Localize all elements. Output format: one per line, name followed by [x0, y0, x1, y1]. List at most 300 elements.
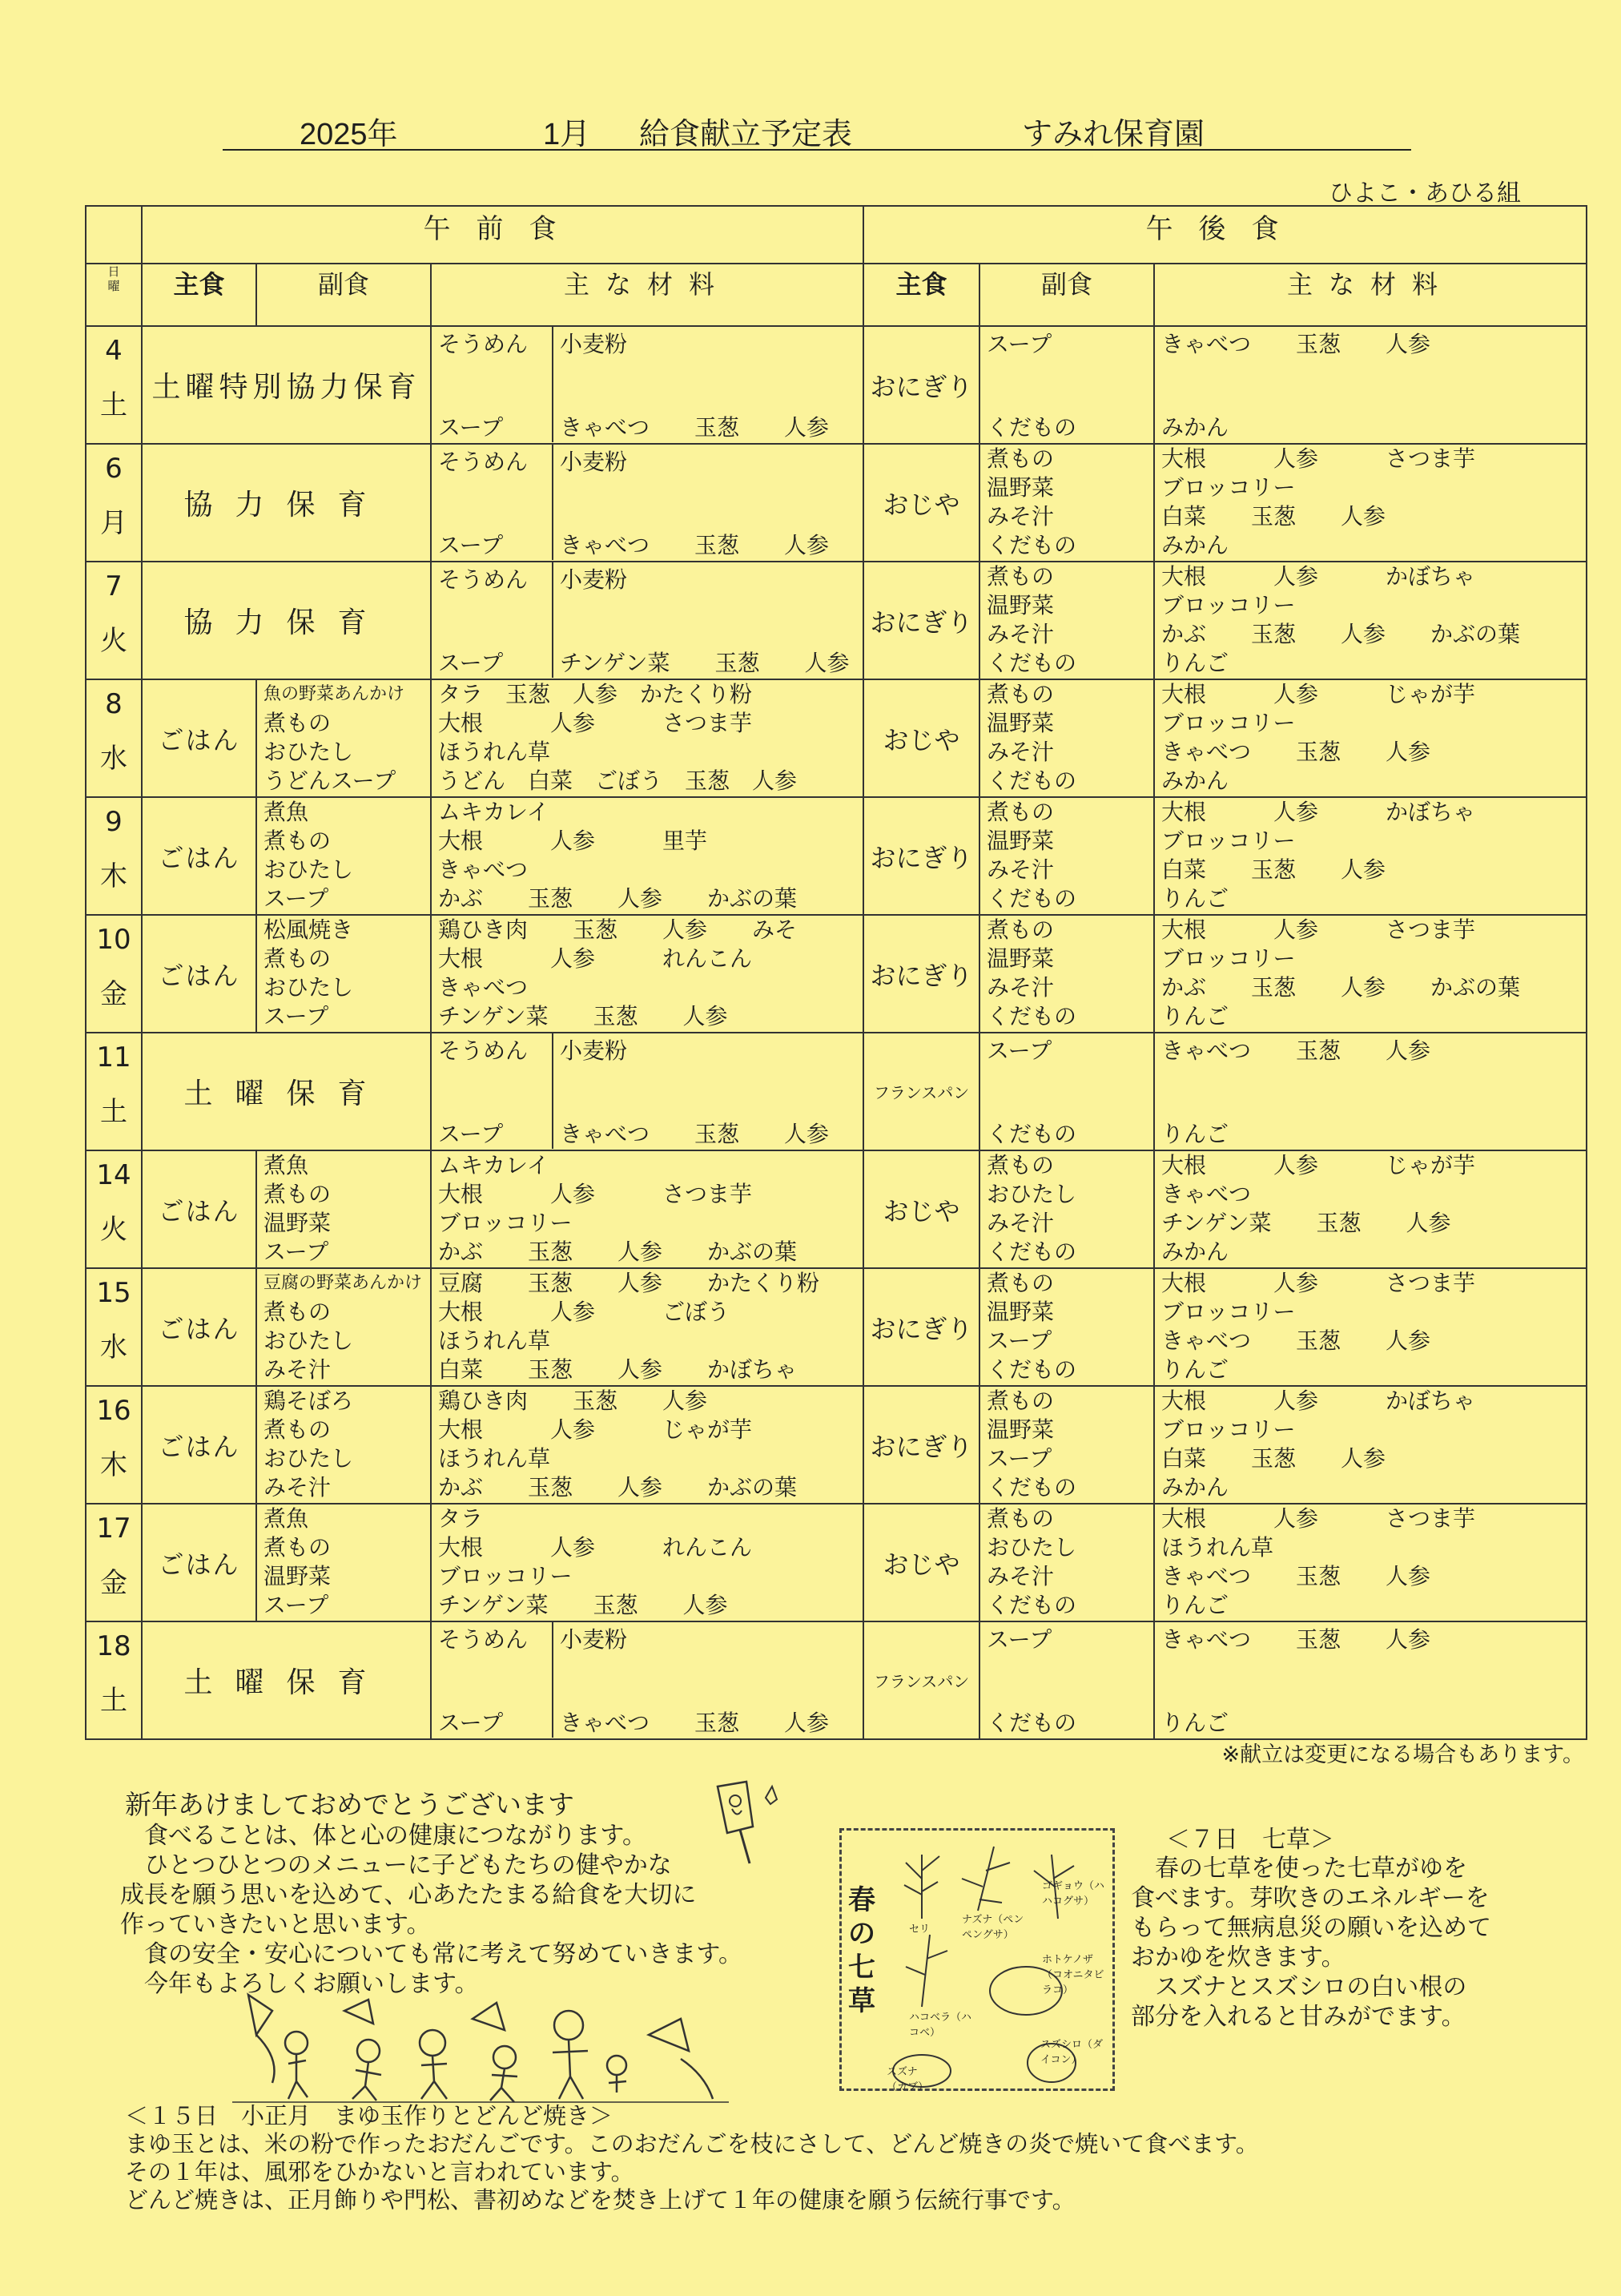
pm-side-item: くだもの	[987, 1239, 1077, 1265]
pm-side-item: おひたし	[987, 1181, 1077, 1207]
pm-ingredient-line: みかん	[1161, 532, 1229, 558]
am-ingredient-line: チンゲン菜 玉葱 人参	[438, 1592, 728, 1618]
am-staple: ごはん	[142, 1268, 256, 1386]
am-meal-header: 午前食	[142, 206, 863, 264]
date-cell	[86, 1621, 142, 1739]
date-cell	[86, 1504, 142, 1621]
am-ingredients	[431, 444, 863, 562]
am-side-item: 温野菜	[263, 1210, 332, 1236]
plant-label: スズシロ（ダイコン）	[1040, 2039, 1104, 2066]
pm-ingredient-line: りんご	[1161, 1710, 1229, 1736]
pm-ingredients	[1154, 797, 1587, 915]
pm-staple: フランスパン	[863, 1033, 979, 1150]
day-number: 10	[96, 924, 131, 956]
am-ingredient-line: ほうれん草	[438, 1445, 551, 1472]
am-side-item: おひたし	[263, 739, 354, 765]
am-ingredient-line: かぶ 玉葱 人参 かぶの葉	[438, 1474, 798, 1500]
am-side-item: おひたし	[263, 1445, 354, 1472]
pm-ingredient-line: みかん	[1161, 1239, 1229, 1265]
menu-row	[86, 1150, 1587, 1268]
pm-ingredient-line: 大根 人参 さつま芋	[1161, 1270, 1476, 1296]
am-ingredient-line: ブロッコリー	[438, 1563, 573, 1589]
pm-side-item: 温野菜	[987, 710, 1055, 736]
am-special-label: 協力保育	[142, 562, 431, 679]
weekday: 水	[100, 1331, 127, 1364]
children-kite-illustration-icon	[232, 1987, 729, 2107]
pm-side-dishes	[979, 1150, 1154, 1268]
am-side-item: スープ	[438, 414, 504, 441]
pm-ingredient-line: ブロッコリー	[1161, 1299, 1296, 1325]
pm-side-dishes	[979, 1386, 1154, 1504]
am-side-item: 煮もの	[263, 1416, 332, 1443]
pm-side-dishes	[979, 915, 1154, 1033]
haru-no-nanakusa-illustration	[839, 1828, 1115, 2091]
pm-ingredients-header: 主な材料	[1154, 264, 1587, 326]
pm-side-dishes	[979, 1268, 1154, 1386]
pm-ingredient-line: きゃべつ 玉葱 人参	[1161, 1327, 1431, 1354]
pm-ingredient-line: きゃべつ 玉葱 人参	[1161, 331, 1431, 357]
day-weekday-header: 日 曜	[86, 264, 142, 326]
am-ingredient-line: 大根 人参 れんこん	[438, 1534, 753, 1561]
pm-ingredient-line: 白菜 玉葱 人参	[1161, 503, 1386, 530]
pm-ingredient-line: きゃべつ 玉葱 人参	[1161, 1626, 1431, 1653]
greeting-line: 成長を願う思いを込めて、心あたたまる給食を大切に	[120, 1881, 697, 1909]
pm-side-item: スープ	[987, 1445, 1052, 1472]
date-cell	[86, 1386, 142, 1504]
pm-ingredient-line: ブロッコリー	[1161, 474, 1296, 501]
am-ingredients	[431, 1621, 863, 1739]
am-side-item: そうめん	[438, 566, 529, 593]
date-cell	[86, 915, 142, 1033]
nanakusa-text	[1131, 1854, 1491, 2032]
pm-side-item: 煮もの	[987, 1270, 1055, 1296]
pm-side-item: くだもの	[987, 1121, 1077, 1147]
nanakusa-line: 部分を入れると甘みがでます。	[1131, 2003, 1466, 2031]
pm-side-item: 温野菜	[987, 1299, 1055, 1325]
am-staple: ごはん	[142, 915, 256, 1033]
pm-side-item: くだもの	[987, 1710, 1077, 1736]
am-side-dishes	[256, 797, 431, 915]
pm-side-item: おひたし	[987, 1534, 1077, 1561]
pm-staple: おにぎり	[863, 915, 979, 1033]
pm-side-item: 温野菜	[987, 1416, 1055, 1443]
pm-ingredient-line: みかん	[1161, 767, 1229, 794]
am-ingredients	[431, 562, 863, 679]
pm-staple: おにぎり	[863, 326, 979, 444]
am-special-label: 協力保育	[142, 444, 431, 562]
am-ingredient-line: 大根 人参 里芋	[438, 828, 708, 854]
menu-row	[86, 797, 1587, 915]
am-ingredient-line: 小麦粉	[560, 566, 628, 593]
pm-ingredient-line: 白菜 玉葱 人参	[1161, 1445, 1386, 1472]
am-ingredient-line: きゃべつ 玉葱 人参	[560, 1710, 830, 1736]
pm-ingredient-line: りんご	[1161, 1121, 1229, 1147]
am-staple: ごはん	[142, 1504, 256, 1621]
nanakusa-line: おかゆを炊きます。	[1131, 1944, 1345, 1972]
pm-side-item: くだもの	[987, 650, 1077, 676]
weekday: 火	[100, 625, 127, 657]
pm-ingredient-line: チンゲン菜 玉葱 人参	[1161, 1210, 1451, 1236]
pm-side-item: 煮もの	[987, 445, 1055, 472]
pm-ingredient-line: りんご	[1161, 885, 1229, 912]
am-side-item: うどんスープ	[263, 767, 396, 794]
weekday: 木	[100, 860, 127, 892]
am-side-dishes	[256, 1150, 431, 1268]
am-side-item: スープ	[438, 532, 504, 558]
am-ingredient-line: 鶏ひき肉 玉葱 人参	[438, 1388, 708, 1414]
am-ingredient-line: 大根 人参 ごぼう	[438, 1299, 730, 1325]
pm-side-dishes	[979, 444, 1154, 562]
am-ingredient-line: 大根 人参 さつま芋	[438, 1181, 753, 1207]
plant-label: セリ	[909, 1923, 931, 1935]
pm-staple: おじや	[863, 444, 979, 562]
pm-side-item: みそ汁	[987, 739, 1055, 765]
pm-side-item: みそ汁	[987, 1210, 1055, 1236]
pm-side-item: みそ汁	[987, 503, 1055, 530]
am-ingredients	[431, 797, 863, 915]
am-staple-header: 主食	[142, 264, 256, 326]
am-side-item: そうめん	[438, 1626, 529, 1653]
menu-row	[86, 1621, 1587, 1739]
menu-row	[86, 1504, 1587, 1621]
pm-side-item: みそ汁	[987, 1563, 1055, 1589]
am-ingredient-line: かぶ 玉葱 人参 かぶの葉	[438, 1239, 798, 1265]
pm-side-item: くだもの	[987, 885, 1077, 912]
pm-side-item: スープ	[987, 1327, 1052, 1354]
am-ingredient-line: きゃべつ	[438, 974, 529, 1001]
am-ingredients	[431, 1504, 863, 1621]
am-side-item: 煮魚	[263, 1505, 309, 1532]
am-side-item: みそ汁	[263, 1356, 332, 1383]
day-number: 7	[105, 570, 123, 602]
greeting-line: 今年もよろしくお願いします。	[120, 1970, 479, 1998]
pm-ingredient-line: ブロッコリー	[1161, 828, 1296, 854]
date-cell	[86, 797, 142, 915]
pm-ingredients	[1154, 1268, 1587, 1386]
menu-row	[86, 326, 1587, 444]
document-title: 給食献立予定表	[639, 118, 853, 151]
pm-ingredients	[1154, 326, 1587, 444]
am-staple: ごはん	[142, 679, 256, 797]
weekday: 金	[100, 1567, 127, 1599]
greeting-line: 作っていきたいと思います。	[120, 1911, 431, 1939]
am-ingredient-line: タラ 玉葱 人参 かたくり粉	[438, 681, 753, 707]
am-special-label: 土曜特別協力保育	[142, 326, 431, 444]
am-ingredients	[431, 1150, 863, 1268]
am-ingredient-line: 白菜 玉葱 人参 かぼちゃ	[438, 1356, 798, 1383]
pm-side-item: 煮もの	[987, 563, 1055, 590]
am-ingredients	[431, 1386, 863, 1504]
am-side-item: そうめん	[438, 1037, 529, 1064]
pm-ingredient-line: 大根 人参 さつま芋	[1161, 1505, 1476, 1532]
pm-side-item: 煮もの	[987, 1388, 1055, 1414]
am-staple: ごはん	[142, 1150, 256, 1268]
header-blank	[86, 206, 142, 264]
day-number: 18	[96, 1630, 131, 1662]
pm-ingredients	[1154, 679, 1587, 797]
am-side-item: 煮もの	[263, 945, 332, 972]
am-ingredient-line: 大根 人参 じゃが芋	[438, 1416, 753, 1443]
day-number: 11	[96, 1041, 131, 1073]
am-ingredient-line: かぶ 玉葱 人参 かぶの葉	[438, 885, 798, 912]
am-side-item: 温野菜	[263, 1563, 332, 1589]
pm-staple: おにぎり	[863, 1386, 979, 1504]
am-ingredients	[431, 1268, 863, 1386]
weekday: 木	[100, 1449, 127, 1481]
am-side-item: 煮魚	[263, 1152, 309, 1178]
pm-side-dishes	[979, 1033, 1154, 1150]
greeting-line: 食べることは、体と心の健康につながります。	[120, 1822, 646, 1850]
am-ingredients	[431, 326, 863, 444]
pm-side-item: 煮もの	[987, 681, 1055, 707]
am-side-dishes	[256, 1268, 431, 1386]
date-cell	[86, 1033, 142, 1150]
pm-ingredient-line: ブロッコリー	[1161, 945, 1296, 972]
am-side-item: そうめん	[438, 331, 529, 357]
day-number: 8	[105, 688, 123, 720]
am-staple: ごはん	[142, 1386, 256, 1504]
pm-side-item: 温野菜	[987, 828, 1055, 854]
pm-ingredient-line: 大根 人参 さつま芋	[1161, 445, 1476, 472]
pm-ingredient-line: 大根 人参 じゃが芋	[1161, 1152, 1476, 1178]
pm-ingredient-line: みかん	[1161, 1474, 1229, 1500]
pm-side-item: みそ汁	[987, 974, 1055, 1001]
pm-side-item: 温野菜	[987, 474, 1055, 501]
am-staple: ごはん	[142, 797, 256, 915]
weekday: 土	[100, 1685, 127, 1717]
am-ingredient-line: きゃべつ	[438, 856, 529, 883]
nanakusa-line: 食べます。芽吹きのエネルギーを	[1131, 1884, 1490, 1912]
pm-staple: おにぎり	[863, 1268, 979, 1386]
am-side-item: おひたし	[263, 1327, 354, 1354]
pm-side-item: 煮もの	[987, 916, 1055, 943]
day-number: 15	[96, 1277, 131, 1309]
date-cell	[86, 562, 142, 679]
pm-ingredients	[1154, 562, 1587, 679]
am-ingredient-line: きゃべつ 玉葱 人参	[560, 532, 830, 558]
menu-row	[86, 1268, 1587, 1386]
am-ingredient-line: 小麦粉	[560, 1626, 628, 1653]
pm-staple: おじや	[863, 1150, 979, 1268]
am-side-item: 煮もの	[263, 1534, 332, 1561]
pm-staple: おにぎり	[863, 797, 979, 915]
school-name: すみれ保育園	[1022, 118, 1205, 151]
koshogatsu-line: まゆ玉とは、米の粉で作ったおだんごです。このおだんごを枝にさして、どんど焼きの炎で焼いて食べます。	[125, 2130, 1259, 2157]
pm-ingredient-line: 白菜 玉葱 人参	[1161, 856, 1386, 883]
pm-side-item: くだもの	[987, 414, 1077, 441]
weekday: 火	[100, 1214, 127, 1246]
change-note: ※献立は変更になる場合もあります。	[1221, 1742, 1584, 1767]
am-ingredient-line: ムキカレイ	[438, 799, 549, 825]
pm-staple: フランスパン	[863, 1621, 979, 1739]
pm-side-item: くだもの	[987, 1356, 1077, 1383]
pm-ingredients	[1154, 444, 1587, 562]
menu-row	[86, 679, 1587, 797]
am-side-item: おひたし	[263, 856, 354, 883]
day-number: 4	[105, 335, 123, 367]
weekday: 金	[100, 978, 127, 1010]
greeting-line: ひとつひとつのメニューに子どもたちの健やかな	[120, 1851, 672, 1879]
am-side-item: スープ	[438, 1710, 504, 1736]
pm-ingredient-line: ほうれん草	[1161, 1534, 1274, 1561]
pm-ingredient-line: 大根 人参 かぼちゃ	[1161, 563, 1476, 590]
pm-ingredients	[1154, 1386, 1587, 1504]
pm-meal-header: 午後食	[863, 206, 1587, 264]
plant-label: スズナ（カブ）	[887, 2066, 929, 2093]
pm-side-dishes	[979, 679, 1154, 797]
am-side-item: 鶏そぼろ	[263, 1388, 354, 1414]
pm-ingredient-line: きゃべつ	[1161, 1181, 1252, 1207]
am-ingredient-line: 小麦粉	[560, 449, 628, 475]
nanakusa-line: スズナとスズシロの白い根の	[1131, 1973, 1467, 2001]
am-ingredient-line: チンゲン菜 玉葱 人参	[560, 650, 850, 676]
am-side-item: 煮もの	[263, 1181, 332, 1207]
am-special-label: 土曜保育	[142, 1621, 431, 1739]
am-side-item: そうめん	[438, 449, 529, 475]
am-ingredient-line: 小麦粉	[560, 331, 628, 357]
pm-side-item: 煮もの	[987, 799, 1055, 825]
am-ingredient-line: きゃべつ 玉葱 人参	[560, 1121, 830, 1147]
am-ingredient-line: タラ	[438, 1505, 484, 1532]
pm-side-item: みそ汁	[987, 856, 1055, 883]
pm-side-item: くだもの	[987, 1474, 1077, 1500]
menu-row	[86, 1033, 1587, 1150]
year: 2025年	[300, 118, 398, 151]
am-side-item: スープ	[263, 1239, 329, 1265]
pm-side-item: 煮もの	[987, 1505, 1055, 1532]
document-title-row	[223, 106, 1411, 151]
pm-ingredient-line: りんご	[1161, 1356, 1229, 1383]
pm-side-item: みそ汁	[987, 621, 1055, 647]
am-side-header: 副食	[256, 264, 431, 326]
am-side-item: スープ	[438, 650, 504, 676]
pm-ingredient-line: かぶ 玉葱 人参 かぶの葉	[1161, 974, 1521, 1001]
pm-ingredients	[1154, 1504, 1587, 1621]
am-ingredient-line: うどん 白菜 ごぼう 玉葱 人参	[438, 767, 798, 794]
pm-side-item: スープ	[987, 1037, 1052, 1064]
am-ingredient-line: 大根 人参 さつま芋	[438, 710, 753, 736]
day-number: 17	[96, 1513, 131, 1545]
pm-ingredient-line: りんご	[1161, 1592, 1229, 1618]
nanakusa-line: もらって無病息災の願いを込めて	[1131, 1914, 1491, 1942]
am-ingredient-line: 小麦粉	[560, 1037, 628, 1064]
am-ingredients-header: 主な材料	[431, 264, 863, 326]
weekday: 水	[100, 743, 127, 775]
koshogatsu-line: どんど焼きは、正月飾りや門松、書初めなどを焚き上げて１年の健康を願う伝統行事です。	[125, 2186, 1076, 2213]
am-side-item: スープ	[263, 885, 329, 912]
pm-ingredient-line: みかん	[1161, 414, 1229, 441]
pm-staple: おじや	[863, 1504, 979, 1621]
am-side-item: スープ	[438, 1121, 504, 1147]
greeting-line: 食の安全・安心についても常に考えて努めていきます。	[120, 1940, 742, 1968]
month: 1月	[543, 118, 591, 151]
pm-side-item: 温野菜	[987, 592, 1055, 618]
greeting-title: 新年あけましておめでとうございます	[125, 1789, 574, 1820]
pm-ingredient-line: ブロッコリー	[1161, 592, 1296, 618]
am-ingredient-line: チンゲン菜 玉葱 人参	[438, 1003, 728, 1029]
nanakusa-line: 春の七草を使った七草がゆを	[1131, 1855, 1467, 1883]
pm-side-item: 温野菜	[987, 945, 1055, 972]
plant-label: ハコベラ（ハコベ）	[909, 2012, 972, 2039]
am-ingredient-line: ブロッコリー	[438, 1210, 573, 1236]
pm-ingredient-line: ブロッコリー	[1161, 1416, 1296, 1443]
pm-ingredient-line: りんご	[1161, 650, 1229, 676]
pm-ingredient-line: きゃべつ 玉葱 人参	[1161, 739, 1431, 765]
koshogatsu-line: その１年は、風邪をひかないと言われています。	[125, 2158, 634, 2185]
koshogatsu-title: ＜１５日 小正月 まゆ玉作りとどんど焼き＞	[125, 2102, 613, 2129]
weekday: 土	[100, 1096, 127, 1128]
pm-staple: おじや	[863, 679, 979, 797]
date-cell	[86, 326, 142, 444]
day-number: 6	[105, 453, 123, 485]
day-number: 16	[96, 1395, 131, 1427]
new-year-greeting	[120, 1790, 761, 1999]
pm-side-item: くだもの	[987, 1003, 1077, 1029]
date-cell	[86, 1268, 142, 1386]
am-side-item: 煮もの	[263, 1299, 332, 1325]
pm-side-dishes	[979, 797, 1154, 915]
menu-row	[86, 444, 1587, 562]
am-ingredients	[431, 915, 863, 1033]
weekday: 土	[100, 389, 127, 421]
menu-row	[86, 1386, 1587, 1504]
pm-ingredient-line: 大根 人参 さつま芋	[1161, 916, 1476, 943]
plant-label: ナズナ（ペンペングサ）	[962, 1914, 1024, 1941]
plant-label: ホトケノザ（コオニタビラコ）	[1042, 1954, 1104, 1996]
am-ingredients	[431, 1033, 863, 1150]
pm-ingredient-line: きゃべつ 玉葱 人参	[1161, 1563, 1431, 1589]
date-cell	[86, 1150, 142, 1268]
am-side-item: みそ汁	[263, 1474, 332, 1500]
am-ingredient-line: ムキカレイ	[438, 1152, 549, 1178]
pm-side-dishes	[979, 562, 1154, 679]
am-side-item: スープ	[263, 1003, 329, 1029]
pm-side-item: スープ	[987, 331, 1052, 357]
am-ingredient-line: ほうれん草	[438, 1327, 551, 1354]
am-side-item: スープ	[263, 1592, 329, 1618]
pm-ingredient-line: 大根 人参 じゃが芋	[1161, 681, 1476, 707]
am-side-dishes	[256, 1386, 431, 1504]
pm-ingredients	[1154, 1621, 1587, 1739]
am-side-item: 煮もの	[263, 828, 332, 854]
weekday: 月	[100, 507, 127, 539]
pm-side-header: 副食	[979, 264, 1154, 326]
pm-side-item: スープ	[987, 1626, 1052, 1653]
menu-row	[86, 562, 1587, 679]
menu-row	[86, 915, 1587, 1033]
pm-ingredient-line: かぶ 玉葱 人参 かぶの葉	[1161, 621, 1521, 647]
pm-ingredient-line: きゃべつ 玉葱 人参	[1161, 1037, 1431, 1064]
pm-ingredients	[1154, 915, 1587, 1033]
am-ingredient-line: 大根 人参 れんこん	[438, 945, 753, 972]
pm-ingredients	[1154, 1033, 1587, 1150]
am-side-dishes	[256, 915, 431, 1033]
day-number: 14	[96, 1159, 131, 1191]
date-cell	[86, 444, 142, 562]
pm-staple: おにぎり	[863, 562, 979, 679]
illustration-title: 春の七草	[848, 1884, 875, 2017]
am-side-dishes	[256, 1504, 431, 1621]
am-ingredient-line: ほうれん草	[438, 739, 551, 765]
pm-side-item: くだもの	[987, 1592, 1077, 1618]
pm-side-dishes	[979, 1621, 1154, 1739]
day-number: 9	[105, 806, 123, 838]
am-ingredient-line: きゃべつ 玉葱 人参	[560, 414, 830, 441]
pm-staple-header: 主食	[863, 264, 979, 326]
am-ingredient-line: 鶏ひき肉 玉葱 人参 みそ	[438, 916, 798, 943]
pm-side-dishes	[979, 1504, 1154, 1621]
class-name: ひよこ・あひる組	[1329, 179, 1521, 207]
